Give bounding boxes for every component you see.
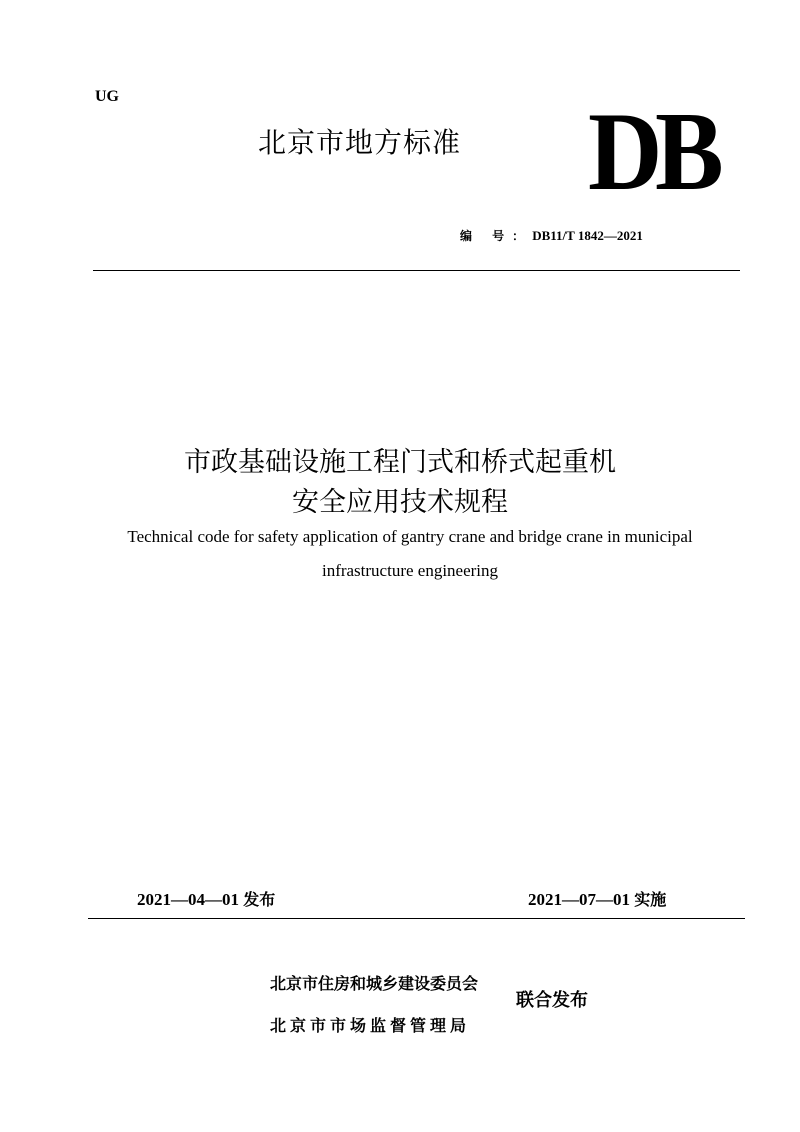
standard-code — [460, 227, 643, 244]
issue-date — [137, 887, 275, 910]
standard-category: 北京市地方标准 — [258, 126, 462, 159]
issue-date-value: 2021—04—01 — [137, 890, 239, 909]
issuer-housing-commission: 北京市住房和城乡建设委员会 — [270, 974, 479, 993]
implement-label: 实施 — [634, 890, 667, 909]
ics-code: UG — [95, 88, 119, 105]
code-label: 编 号： — [460, 229, 533, 243]
title-en-line2: infrastructure engineering — [321, 561, 499, 580]
issue-label: 发布 — [243, 890, 276, 909]
db-logo: DB — [588, 90, 717, 214]
title-cn-line1: 市政基础设施工程门式和桥式起重机 — [184, 447, 616, 478]
code-value: DB11/T 1842—2021 — [532, 228, 643, 243]
implement-date — [528, 887, 666, 910]
footer-divider — [88, 918, 745, 919]
title-en-line1: Technical code for safety application of gantry crane and bridge crane in municipal — [127, 527, 693, 546]
title-cn-line2: 安全应用技术规程 — [292, 487, 508, 518]
joint-release-label: 联合发布 — [516, 990, 588, 1011]
implement-date-value: 2021—07—01 — [528, 890, 630, 909]
header-divider — [93, 270, 740, 271]
issuer-market-supervision: 北京市市场监督管理局 — [270, 1016, 471, 1035]
